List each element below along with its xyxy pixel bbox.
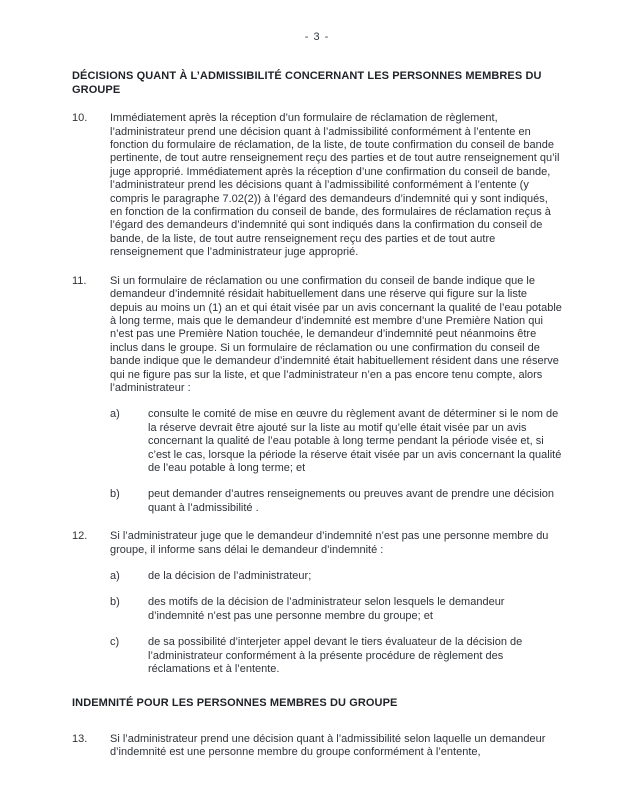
paragraph-12-subitem-c [110,636,562,676]
subitem-label: a) [110,570,120,582]
paragraph-12-subitem-b [110,596,562,623]
paragraph-number: 13. [72,732,88,745]
subitem-text: peut demander d’autres renseignements ou preuves avant de prendre une décision quant à l’admissibilité . [148,488,555,514]
paragraph-11-subitem-b [110,488,562,515]
paragraph-number: 12. [72,530,88,543]
subitem-label: a) [110,408,120,421]
paragraph-12 [72,530,562,557]
paragraph-number: 11. [72,274,87,287]
paragraph-text: Si l’administrateur prend une décision quant à l’admissibilité selon laquelle un demandeur d’indemnité est une personne membre du groupe conformément à l’entente, [110,732,546,759]
subitem-text: des motifs de la décision de l’administrateur selon lesquels le demandeur d’indemnité n’est pas une personne membre du groupe; et [148,596,505,622]
paragraph-text: Si l’administrateur juge que le demandeur d’indemnité n’est pas une personne membre du groupe, il informe sans délai le demandeur d’indemnité : [110,530,549,556]
paragraph-11-subitem-a [110,408,562,475]
paragraph-number: 10. [72,112,88,125]
paragraph-12-subitem-a [110,570,562,583]
paragraph-13 [72,733,562,760]
subitem-label: b) [110,596,120,609]
subitem-text: de sa possibilité d’interjeter appel devant le tiers évaluateur de la décision de l’administrateur conformément à la présente procédure de règlement des réclamations et à l’entente. [148,636,523,676]
paragraph-text: Immédiatement après la réception d’un formulaire de réclamation de règlement, l’administrateur prend une décision quant à l’admissibilité conformément à l’entente en fonction du formulaire de réclamation, de la liste, de toute confirmation du conseil de bande pertinente, de tout autre renseignement reçu des parties et de tout autre renseignement qu’il juge approprié. Immédiatement après la réception d’une confirmation du conseil de bande, l’administrateur prend les décisions quant à l’admissibilité conformément à l’entente (y compris le paragraphe 7.02(2)) à l’égard des demandeurs d’indemnité qui y sont indiqués, en fonction de la confirmation du conseil de bande, des formulaires de réclamation reçus à l’égard des demandeurs d’indemnité qui sont indiqués dans la confirmation du conseil de bande, de la liste, de tout autre renseignement reçu des parties et de tout autre renseignement que l’administrateur juge approprié. [110,112,560,259]
page-number: - 3 - [304,31,330,43]
paragraph-text: Si un formulaire de réclamation ou une confirmation du conseil de bande indique que le demandeur d’indemnité résidait habituellement dans une réserve qui figure sur la liste depuis au moins un (1) an et qui était visée par un avis concernant la qualité de l’eau potable à long terme, mais que le demandeur d’indemnité est membre d’une Première Nation qui n’est pas une Première Nation touchée, le demandeur d’indemnité peut néanmoins être inclus dans le groupe. Si un formulaire de réclamation ou une confirmation du conseil de bande indique que le demandeur d’indemnité était habituellement résident dans une réserve qui ne figure pas sur la liste, et que l’administrateur n’en a pas encore tenu compte, alors l’administrateur : [110,274,562,394]
paragraph-11 [72,275,562,396]
section-heading-decisions-admissibilite: DÉCISIONS QUANT À L’ADMISSIBILITÉ CONCERNANT LES PERSONNES MEMBRES DU GROUPE [72,70,542,96]
subitem-label: b) [110,488,120,501]
subitem-label: c) [110,636,120,649]
subitem-text: consulte le comité de mise en œuvre du règlement avant de déterminer si le nom de la réserve devrait être ajouté sur la liste au motif qu’elle était visée par un avis concernant la qualité de l’eau potable à long terme pendant la période visée et, si c’est le cas, lorsque la période la réserve était visée par un avis concernant la qualité de l’eau potable à long terme; et [148,408,562,474]
section-heading-indemnite: INDEMNITÉ POUR LES PERSONNES MEMBRES DU GROUPE [72,697,398,710]
subitem-text: de la décision de l’administrateur; [148,570,312,582]
paragraph-10 [72,112,562,259]
